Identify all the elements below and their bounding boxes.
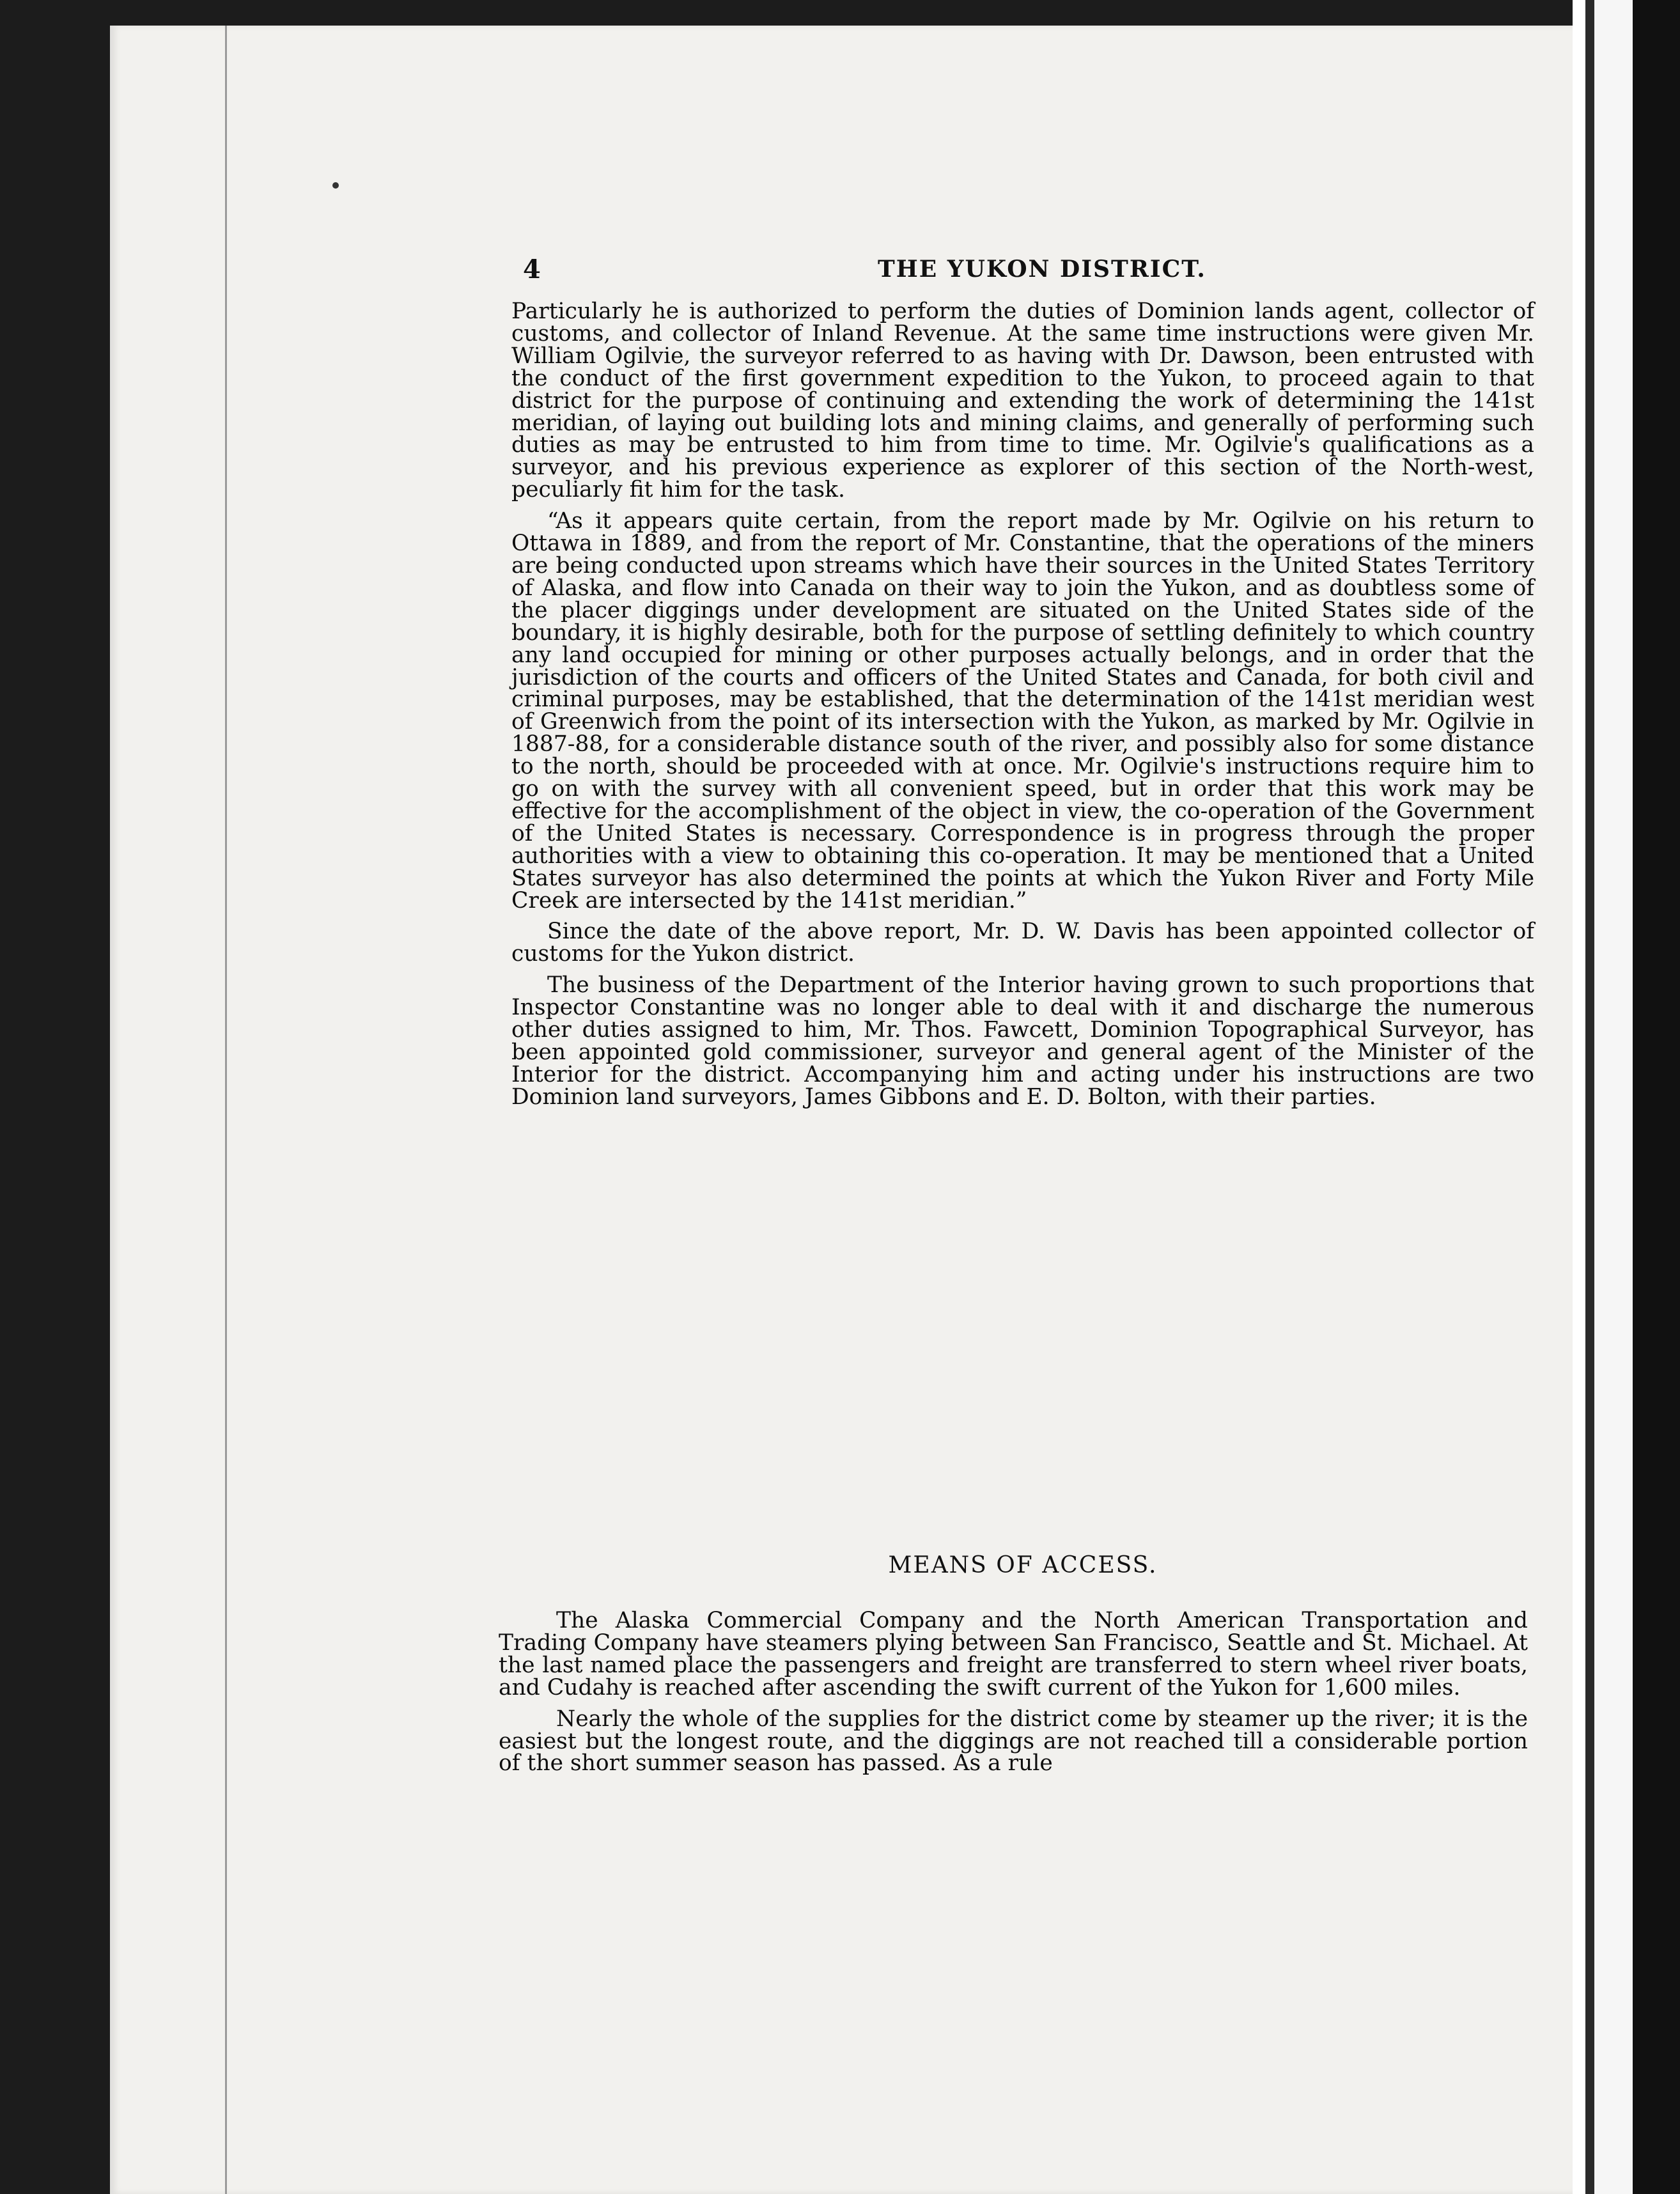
paragraph: “As it appears quite certain, from the report made by Mr. Ogilvie on his return to Ottawa in 1889, and from the report of Mr. Constantine, that the operations of the miners are being conducted upon streams which have their sources in the United States Territory of Alaska, and flow into Canada on their way to join the Yukon, and as doubtless some of the placer diggings under development are situated on the United States side of the boundary, it is highly desirable, both for the purpose of settling definitely to which country any land occupied for mining or other purposes actually belongs, and in order that the jurisdiction of the courts and officers of the United States and Canada, for both civil and criminal purposes, may be established, that the determination of the 141st meridian west of Greenwich from the point of its intersection with the Yukon, as marked by Mr. Ogilvie in 1887-88, for a considerable distance south of the river, and possibly also for some distance to the north, should be proceeded with at once. Mr. Ogilvie's instructions require him to go on with the survey with all convenient speed, but in order that this work may be effective for the accomplishment of the object in view, the co-operation of the Government of the United States is necessary. Correspondence is in progress through the proper authorities with a view to obtaining this co-operation. It may be mentioned that a United States surveyor has also determined the points at which the Yukon River and Forty Mile Creek are intersected by the 141st meridian.”	[511, 508, 1534, 914]
paragraph: Nearly the whole of the supplies for the district come by steamer up the river; it is the easiest but the longest route, and the diggings are not reached till a considerable portion of the short summer season has passed. As a rule	[499, 1706, 1528, 1777]
running-head	[523, 254, 1538, 293]
page-edge	[1573, 0, 1585, 2194]
paragraph: Since the date of the above report, Mr. D. W. Davis has been appointed collector of customs for the Yukon district.	[511, 919, 1534, 967]
running-title: THE YUKON DISTRICT.	[878, 256, 1206, 283]
paragraph: The business of the Department of the Interior having grown to such proportions that Inspector Constantine was no longer able to deal with it and discharge the numerous other duties assigned to him, Mr. Thos. Fawcett, Dominion Topographical Surveyor, has been appointed gold commissioner, surveyor and general agent of the Minister of the Interior for the district. Accompanying him and acting under his instructions are two Dominion land surveyors, James Gibbons and E. D. Bolton, with their parties.	[511, 972, 1534, 1110]
paragraph: Particularly he is authorized to perform the duties of Dominion lands agent, collector of customs, and collector of Inland Revenue. At the same time instructions were given Mr. William Ogilvie, the surveyor referred to as having with Dr. Dawson, been entrusted with the conduct of the first government expedition to the Yukon, to proceed again to that district for the purpose of continuing and extending the work of determining the 141st meridian, of laying out building lots and mining claims, and generally of performing such duties as may be entrusted to him from time to time. Mr. Ogilvie's qualifications as a surveyor, and his previous experience as explorer of this section of the North-west, peculiarly fit him for the task.	[511, 299, 1534, 503]
main-text	[511, 300, 1534, 1117]
page-number: 4	[523, 254, 541, 284]
scanner-border	[1633, 0, 1680, 2194]
next-page-edge	[1594, 0, 1633, 2194]
paragraph: The Alaska Commercial Company and the North American Transportation and Trading Company have steamers plying between San Francisco, Seattle and St. Michael. At the last named place the passengers and freight are transferred to stern wheel river boats, and Cudahy is reached after ascending the swift current of the Yukon for 1,600 miles.	[499, 1608, 1528, 1700]
ink-speck	[332, 182, 339, 189]
page-margin-rule	[225, 26, 227, 2194]
section-heading: MEANS OF ACCESS.	[888, 1552, 1158, 1578]
section-text	[499, 1610, 1528, 1784]
page-edge-shadow	[1585, 0, 1594, 2194]
